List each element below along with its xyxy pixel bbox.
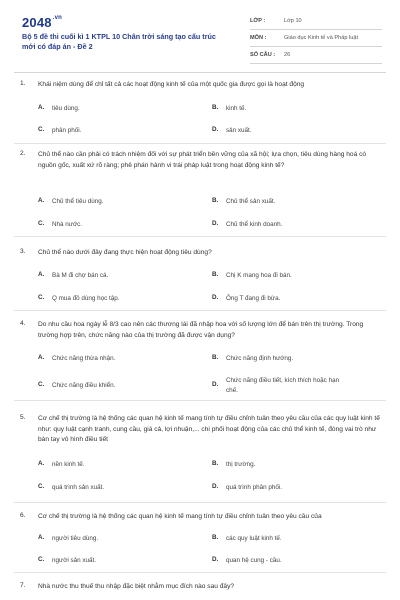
option-a[interactable]: [38, 271, 108, 281]
option-text: Nhà nước.: [52, 221, 83, 228]
option-text: tiêu dùng.: [52, 105, 80, 112]
question-number: 6.: [20, 512, 26, 519]
option-text: Chức năng thừa nhận.: [52, 355, 116, 362]
question-divider: [14, 310, 386, 311]
header-divider: [14, 72, 386, 73]
option-letter: B.: [212, 354, 219, 361]
option-c[interactable]: [38, 220, 82, 230]
question-number: 4.: [20, 320, 26, 327]
question-divider: [14, 572, 386, 573]
question-number: 7.: [20, 582, 26, 589]
option-text: quá trình phân phối.: [226, 484, 283, 491]
question-divider: [14, 400, 386, 401]
option-text: Chủ thể sản xuất.: [226, 198, 276, 205]
option-b[interactable]: [212, 104, 246, 114]
option-a[interactable]: [38, 460, 85, 470]
option-letter: A.: [38, 104, 45, 111]
option-letter: C.: [38, 483, 45, 490]
exam-title: Bộ 5 đề thi cuối kì 1 KTPL 10 Chân trời sáng tạo cấu trúc mới có đáp án - Đề 2: [22, 32, 216, 51]
option-letter: D.: [212, 556, 219, 563]
option-letter: A.: [38, 271, 45, 278]
option-letter: B.: [212, 104, 219, 111]
page-header: [0, 0, 400, 72]
option-d[interactable]: [212, 483, 282, 493]
question-number: 2.: [20, 150, 26, 157]
exam-info-table: [250, 13, 382, 64]
option-letter: D.: [212, 483, 219, 490]
question-text: Cơ chế thị trường là hệ thống các quan hệ kinh tế mang tính tự điều chỉnh tuân theo yêu cầu của: [38, 513, 322, 520]
option-letter: B.: [212, 460, 219, 467]
option-b[interactable]: [212, 460, 255, 470]
option-letter: A.: [38, 534, 45, 541]
option-letter: C.: [38, 126, 45, 133]
option-text: phân phối.: [52, 127, 82, 134]
option-text: Chị K mang hoa đi bán.: [226, 272, 292, 279]
option-text: Bà M đi chợ bán cá.: [52, 272, 109, 279]
logo-text: 2048: [22, 15, 52, 30]
site-logo[interactable]: [22, 15, 62, 30]
question-text: Do nhu cầu hoa ngày lễ 8/3 cao nên các thương lái đã nhập hoa với số lượng lớn để bán trên thị trường. Trong trường hợp trên, chức năng nào của thị trường đã được vận dụng?: [38, 321, 364, 339]
option-text: người tiêu dùng.: [52, 535, 99, 542]
info-value: Giáo dục Kinh tế và Pháp luật: [284, 35, 359, 41]
question-text: Chủ thể nào cần phải có trách nhiệm đối với sự phát triển bền vững của xã hội; lựa chọn, tiêu dùng hàng hoá có nguồn gốc, xuất xứ rõ ràng; phê phán hành vi trái pháp luật trong hoạt động kinh tế?: [38, 151, 367, 169]
option-a[interactable]: [38, 104, 80, 114]
option-d[interactable]: [212, 126, 252, 136]
info-value: 26: [284, 52, 291, 58]
option-d[interactable]: [212, 294, 280, 304]
option-text: Chức năng điều khiển.: [52, 382, 116, 389]
option-letter: B.: [212, 271, 219, 278]
question-text: Cơ chế thị trường là hệ thống các quan hệ kinh tế mang tính tự điều chỉnh tuân theo yêu cầu của các quy luật kinh tế như: quy luật cạnh tranh, cung cầu, giá cả, lợi nhuận,... chi phối hoạt động của các chủ thể kinh tế, đóng vai trò như bàn tay vô hình điều tiết: [38, 415, 380, 443]
question-text: Khái niệm dùng để chỉ tất cả các hoạt động kinh tế của một quốc gia được gọi là hoạt động: [38, 81, 305, 88]
question-number: 3.: [20, 248, 26, 255]
option-letter: C.: [38, 381, 45, 388]
info-label: LỚP :: [250, 18, 266, 24]
option-letter: C.: [38, 220, 45, 227]
option-a[interactable]: [38, 354, 115, 364]
question-divider: [14, 143, 386, 144]
option-text: Chức năng định hướng.: [226, 355, 294, 362]
option-text: Chủ thể kinh doanh.: [226, 221, 283, 228]
option-letter: B.: [212, 197, 219, 204]
option-d[interactable]: [212, 220, 282, 230]
option-c[interactable]: [38, 556, 96, 566]
question-number: 1.: [20, 80, 26, 87]
option-text: kinh tế.: [226, 105, 247, 112]
info-row-subject: [250, 30, 382, 47]
question-text: Nhà nước thu thuế thu nhập đặc biệt nhằm mục đích nào sau đây?: [38, 583, 235, 590]
option-text: thị trường.: [226, 461, 256, 468]
option-letter: D.: [212, 294, 219, 301]
option-letter: C.: [38, 556, 45, 563]
info-value: Lớp 10: [284, 18, 302, 24]
option-c[interactable]: [38, 294, 120, 304]
info-row-count: [250, 47, 382, 64]
question-number: 5.: [20, 414, 26, 421]
option-b[interactable]: [212, 271, 292, 281]
option-b[interactable]: [212, 534, 282, 544]
option-text: Chủ thể tiêu dùng.: [52, 198, 104, 205]
option-letter: D.: [212, 126, 219, 133]
option-letter: A.: [38, 197, 45, 204]
option-letter: D.: [212, 381, 219, 388]
option-letter: C.: [38, 294, 45, 301]
info-label: MÔN :: [250, 35, 267, 41]
option-b[interactable]: [212, 354, 293, 364]
option-b[interactable]: [212, 197, 275, 207]
option-text: Q mua đồ dùng học tập.: [52, 295, 120, 302]
logo-suffix: .vn: [52, 15, 63, 21]
info-row-class: [250, 13, 382, 30]
option-text: Ông T đang đi bừa.: [226, 295, 281, 302]
option-d[interactable]: [212, 376, 346, 395]
question-divider: [14, 502, 386, 503]
option-text: sản xuất.: [226, 127, 252, 134]
option-text: người sản xuất.: [52, 557, 97, 564]
option-a[interactable]: [38, 197, 103, 207]
option-text: nền kinh tế.: [52, 461, 85, 468]
option-a[interactable]: [38, 534, 98, 544]
option-text: quan hệ cung - cầu.: [226, 557, 282, 564]
option-text: quá trình sản xuất.: [52, 484, 105, 491]
option-c[interactable]: [38, 126, 81, 136]
option-text: các quy luật kinh tế.: [226, 535, 282, 542]
option-letter: D.: [212, 220, 219, 227]
option-c[interactable]: [38, 483, 104, 493]
option-c[interactable]: [38, 381, 115, 391]
option-letter: B.: [212, 534, 219, 541]
option-letter: A.: [38, 354, 45, 361]
option-d[interactable]: [212, 556, 282, 566]
option-text: Chức năng điều tiết, kích thích hoặc hạn chế.: [226, 377, 340, 394]
question-divider: [14, 236, 386, 237]
question-text: Chủ thể nào dưới đây đang thực hiện hoạt động tiêu dùng?: [38, 249, 212, 256]
option-letter: A.: [38, 460, 45, 467]
info-label: SỐ CÂU :: [250, 52, 276, 58]
